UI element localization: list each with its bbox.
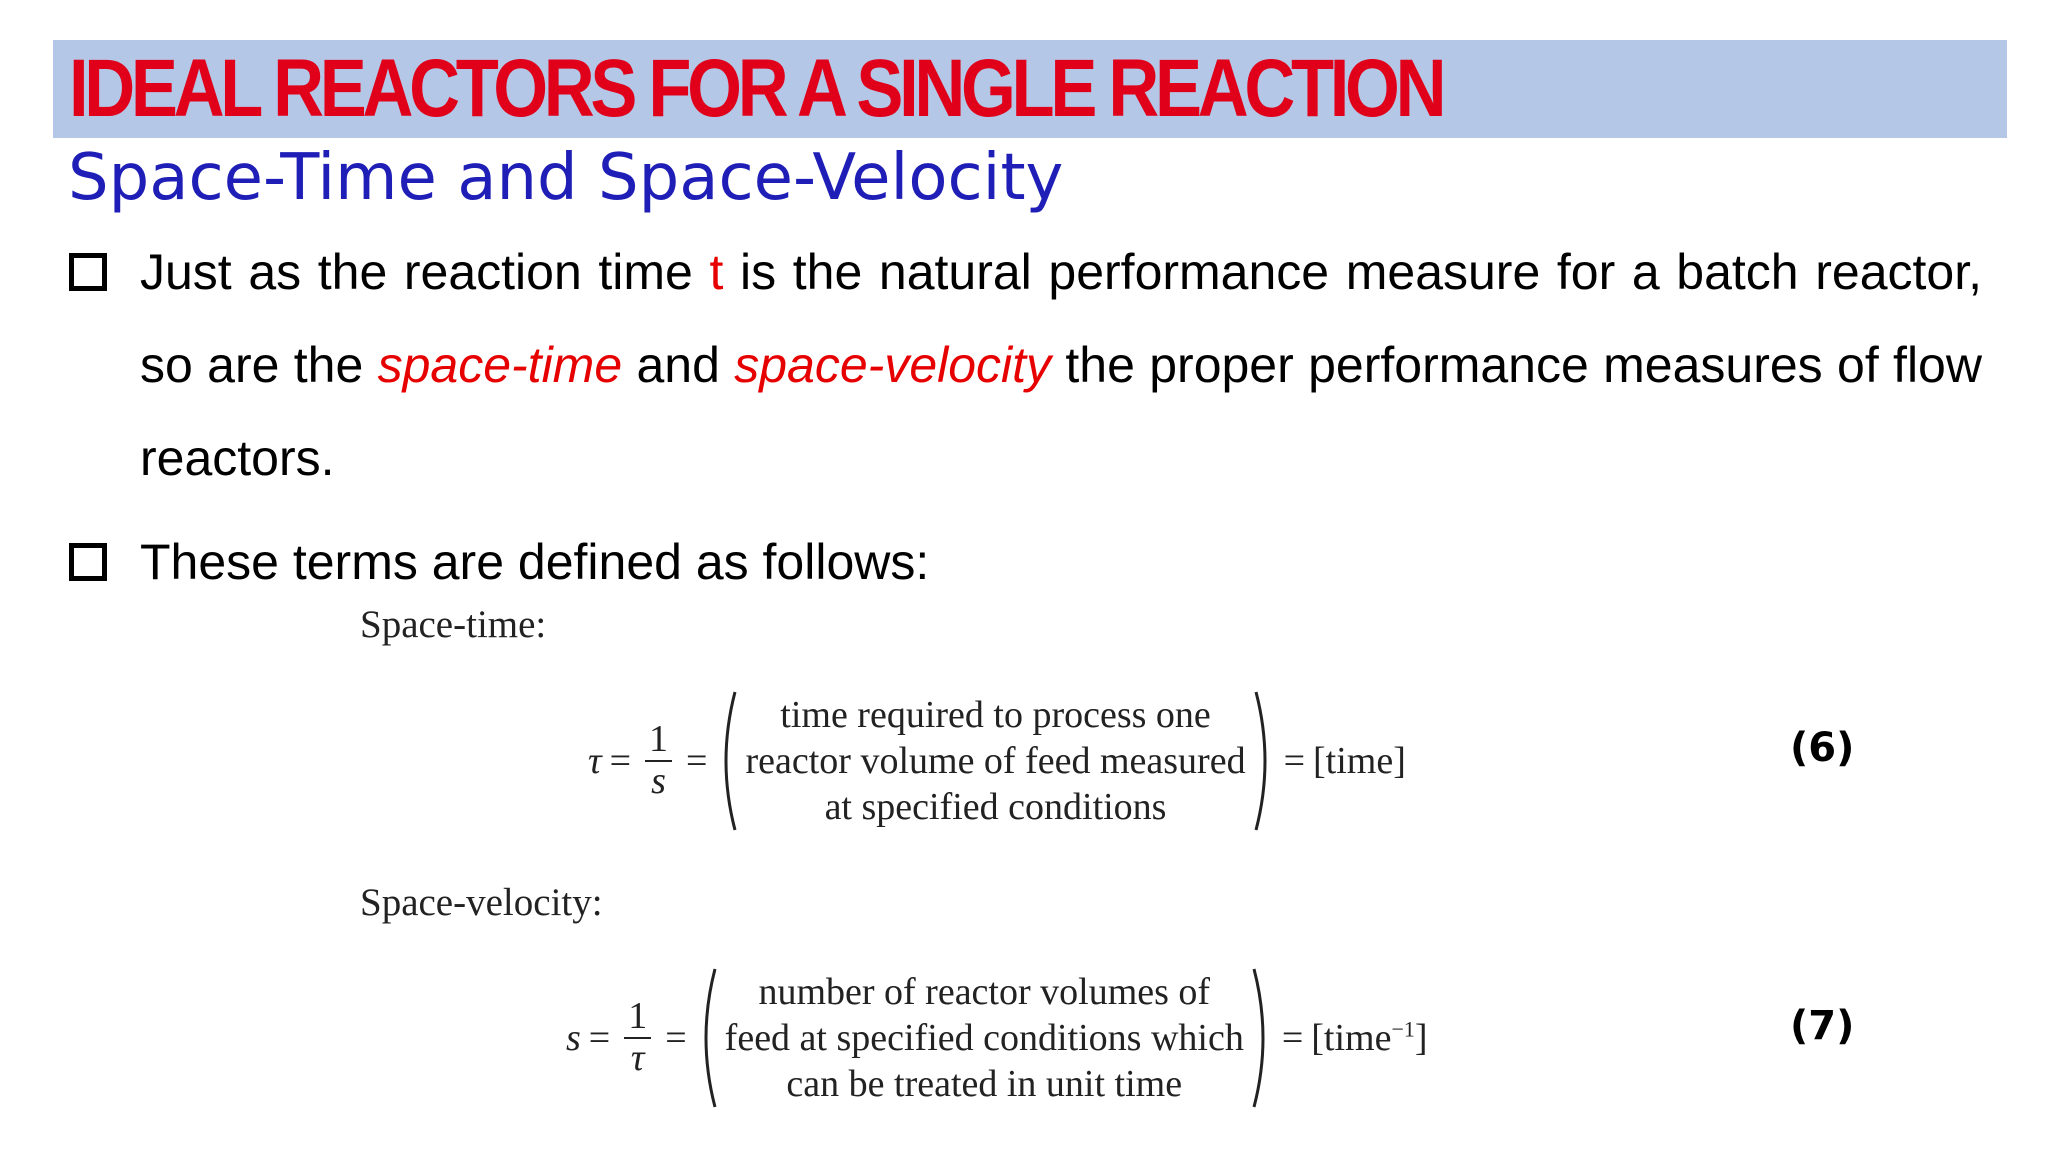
space-velocity-equation <box>566 967 1428 1109</box>
units-exponent: −1 <box>1391 1016 1415 1042</box>
bullet-paragraph-1 <box>140 226 1982 505</box>
definition-text <box>739 692 1251 830</box>
fraction-numerator: 1 <box>645 720 672 762</box>
left-paren-icon <box>715 690 739 832</box>
fraction-numerator: 1 <box>624 997 651 1039</box>
slide-title: IDEAL REACTORS FOR A SINGLE REACTION <box>69 43 1443 134</box>
equals-sign: = <box>686 740 708 782</box>
slide-subtitle: Space-Time and Space-Velocity <box>68 141 1064 215</box>
definition-line: at specified conditions <box>824 786 1167 828</box>
fraction-denominator: s <box>651 760 666 802</box>
bullet-paragraph-2: These terms are defined as follows: <box>140 534 930 590</box>
fraction-one-over-tau <box>624 997 651 1079</box>
bullet-1-text-a: Just as the reaction time <box>140 244 710 300</box>
bullet-1-text-c: and <box>622 337 735 393</box>
space-time-equation <box>588 690 1406 832</box>
fraction-one-over-s <box>645 720 672 802</box>
bullet-1-time-symbol: t <box>709 244 724 300</box>
right-paren-icon <box>1252 690 1276 832</box>
bullet-1-space-velocity: space-velocity <box>734 337 1052 393</box>
bullet-1-text-b: is the natural performance measure for a batch reactor, so are the <box>140 244 1982 393</box>
checkbox-bullet-icon <box>69 253 107 291</box>
units <box>1311 1016 1427 1060</box>
space-velocity-label: Space-velocity: <box>360 881 603 924</box>
definition-parenthesis <box>715 690 1275 832</box>
right-paren-icon <box>1250 967 1274 1109</box>
equation-number-6: (6) <box>1790 725 1855 771</box>
equals-sign: = <box>1281 1017 1304 1059</box>
equals-sign: = <box>1283 740 1306 782</box>
tau-symbol: τ <box>588 740 602 782</box>
s-symbol: s <box>566 1017 581 1059</box>
definition-line: reactor volume of feed measured <box>745 740 1246 782</box>
left-paren-icon <box>695 967 719 1109</box>
units-base: [time <box>1311 1017 1392 1059</box>
bullet-1-space-time: space-time <box>377 337 623 393</box>
definition-line: can be treated in unit time <box>786 1063 1183 1105</box>
definition-line: number of reactor volumes of <box>758 971 1211 1013</box>
bullet-1-text-d: the proper performance measures of flow reactors. <box>140 337 1982 486</box>
definition-text <box>719 969 1250 1107</box>
definition-line: feed at specified conditions which <box>724 1017 1244 1059</box>
space-time-label: Space-time: <box>360 603 547 646</box>
equals-sign: = <box>609 740 632 782</box>
equation-number-7: (7) <box>1790 1003 1855 1049</box>
equals-sign: = <box>665 1017 687 1059</box>
equals-sign: = <box>588 1017 611 1059</box>
fraction-denominator: τ <box>630 1037 645 1079</box>
units-close: ] <box>1414 1017 1428 1059</box>
title-bar <box>53 40 2007 138</box>
definition-parenthesis <box>695 967 1274 1109</box>
checkbox-bullet-icon <box>69 543 107 581</box>
definition-line: time required to process one <box>780 694 1211 736</box>
units: [time] <box>1313 740 1406 782</box>
